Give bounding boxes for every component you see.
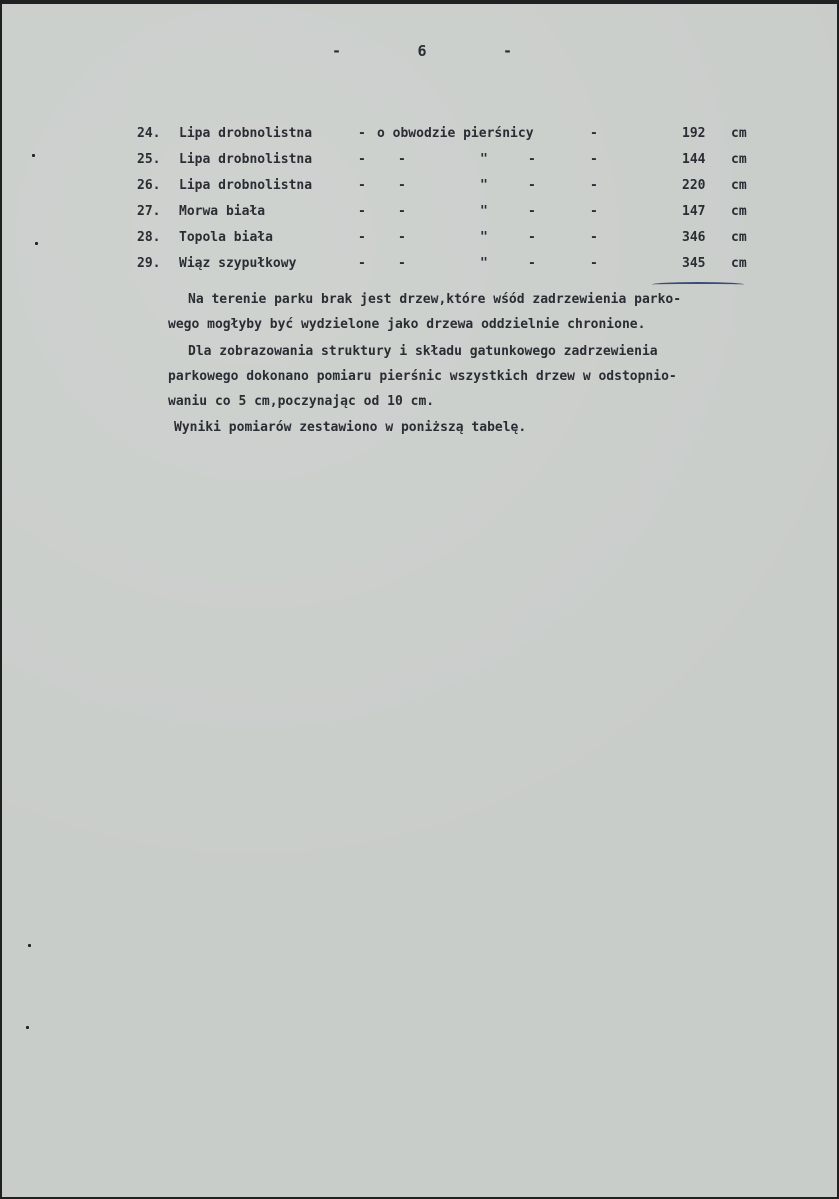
scan-speck: [32, 154, 35, 157]
tree-number: 27.: [137, 204, 161, 219]
dash: -: [398, 152, 406, 167]
scan-speck: [26, 1026, 29, 1029]
dash: -: [590, 230, 598, 245]
tree-species: Lipa drobnolistna: [179, 126, 313, 141]
ditto-mark: ": [480, 256, 488, 271]
unit: cm: [731, 204, 747, 219]
dash: -: [398, 230, 406, 245]
dash: -: [528, 256, 536, 271]
tree-list-item: [137, 126, 747, 148]
tree-species: Topola biała: [179, 230, 273, 245]
unit: cm: [731, 152, 747, 167]
ditto-mark: ": [480, 230, 488, 245]
tree-species: Morwa biała: [179, 204, 266, 219]
page-number-dash-right: -: [502, 42, 512, 60]
paragraph-line: wego mogłyby być wydzielone jako drzewa oddzielnie chronione.: [168, 317, 646, 332]
dash: -: [528, 152, 536, 167]
paragraph-line: parkowego dokonano pomiaru pierśnic wszystkich drzew w odstopnio-: [168, 369, 677, 384]
dash: -: [398, 178, 406, 193]
document-page: [2, 4, 837, 1197]
ditto-mark: ": [480, 204, 488, 219]
unit: cm: [731, 178, 747, 193]
paragraph-line: Na terenie parku brak jest drzew,które wśód zadrzewienia parko-: [188, 292, 682, 307]
dash: -: [528, 204, 536, 219]
page-number: 6: [417, 42, 427, 60]
scan-speck: [28, 944, 31, 947]
circumference-value: 144: [682, 152, 706, 167]
dash: -: [590, 152, 598, 167]
tree-number: 28.: [137, 230, 161, 245]
paragraph-line: Wyniki pomiarów zestawiono w poniższą tabelę.: [174, 420, 527, 435]
circumference-value: 345: [682, 256, 706, 271]
measurement-description: o obwodzie pierśnicy: [377, 126, 534, 141]
dash: -: [358, 230, 366, 245]
tree-number: 25.: [137, 152, 161, 167]
dash: -: [358, 204, 366, 219]
dash: -: [358, 256, 366, 271]
paragraph-line: waniu co 5 cm,poczynając od 10 cm.: [168, 394, 435, 409]
tree-species: Wiąz szypułkowy: [179, 256, 297, 271]
dash: -: [528, 230, 536, 245]
dash: -: [528, 178, 536, 193]
tree-list-item: [137, 256, 747, 278]
circumference-value: 220: [682, 178, 706, 193]
circumference-value: 346: [682, 230, 706, 245]
circumference-value: 147: [682, 204, 706, 219]
unit: cm: [731, 230, 747, 245]
circumference-value: 192: [682, 126, 706, 141]
page-number-header: [332, 42, 512, 60]
paragraph-line: Dla zobrazowania struktury i składu gatunkowego zadrzewienia: [188, 344, 658, 359]
unit: cm: [731, 126, 747, 141]
tree-list-item: [137, 204, 747, 226]
tree-number: 24.: [137, 126, 161, 141]
dash: -: [358, 152, 366, 167]
dash: -: [590, 178, 598, 193]
tree-number: 29.: [137, 256, 161, 271]
tree-list-item: [137, 178, 747, 200]
dash: -: [590, 256, 598, 271]
ditto-mark: ": [480, 152, 488, 167]
page-number-dash-left: -: [332, 42, 342, 60]
pen-underline-mark: [652, 282, 744, 287]
ditto-mark: ": [480, 178, 488, 193]
tree-species: Lipa drobnolistna: [179, 178, 313, 193]
tree-list-item: [137, 230, 747, 252]
dash: -: [358, 178, 366, 193]
unit: cm: [731, 256, 747, 271]
scan-speck: [35, 242, 38, 245]
dash: -: [358, 126, 366, 141]
dash: -: [590, 126, 598, 141]
tree-number: 26.: [137, 178, 161, 193]
dash: -: [590, 204, 598, 219]
tree-list-item: [137, 152, 747, 174]
dash: -: [398, 256, 406, 271]
dash: -: [398, 204, 406, 219]
tree-species: Lipa drobnolistna: [179, 152, 313, 167]
